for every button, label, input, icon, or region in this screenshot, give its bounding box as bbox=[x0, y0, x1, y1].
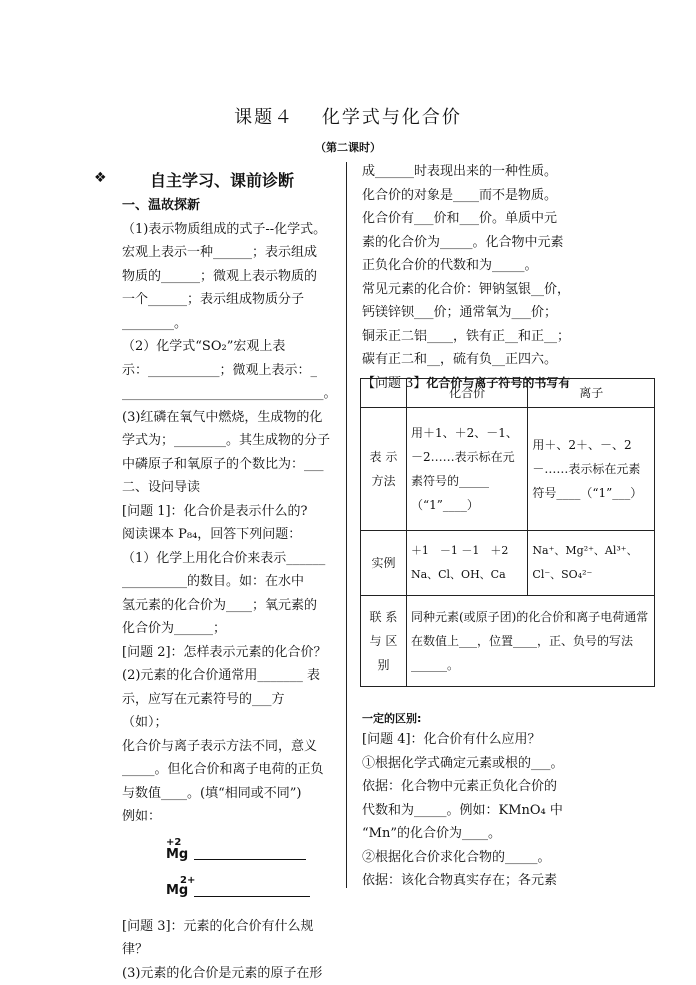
text-line: 中磷原子和氧原子的个数比为：___ bbox=[122, 453, 342, 477]
text-line: 碳有正二和__，硫有负__正四六。 bbox=[362, 348, 582, 372]
table-header-ion: 离子 bbox=[528, 379, 655, 408]
page-title: 课题４ 化学式与化合价 bbox=[0, 103, 696, 129]
text-line: ________。 bbox=[122, 312, 342, 336]
example2-symbol: Mg bbox=[166, 879, 188, 903]
right-lines bbox=[362, 160, 582, 372]
question3-bold-text: 化合价与离子符号的书写有 bbox=[426, 376, 570, 390]
text-line: 化合价的对象是____而不是物质。 bbox=[362, 184, 582, 208]
text-line: _______________________________。 bbox=[122, 382, 342, 406]
text-line: 律？ bbox=[122, 938, 342, 962]
text-line: [问题 4]：化合价有什么应用？ bbox=[362, 728, 592, 752]
text-line: 成______时表现出来的一种性质。 bbox=[362, 160, 582, 184]
example1-answer-line bbox=[194, 859, 306, 860]
row-label-example: 实例 bbox=[361, 531, 407, 596]
cell-ion-method: 用＋、2＋、－、2－……表示标在元素符号____（“1”___） bbox=[528, 408, 655, 531]
text-line: 代数和为_____。例如：KMnO₄ 中 bbox=[362, 799, 592, 823]
text-line: 一、温故探新 bbox=[122, 194, 342, 218]
text-line: 正负化合价的代数和为_____。 bbox=[362, 254, 582, 278]
text-line: “Mn”的化合价为____。 bbox=[362, 822, 592, 846]
valence-ion-table bbox=[360, 378, 655, 687]
text-line: [问题 3]：元素的化合价有什么规 bbox=[122, 915, 342, 939]
text-line: （1）化学上用化合价来表示______ bbox=[122, 547, 342, 571]
right-column bbox=[362, 160, 582, 395]
example1-symbol: Mg bbox=[166, 843, 188, 867]
left-lines bbox=[122, 194, 342, 829]
text-line: (3)红磷在氧气中燃烧，生成物的化 bbox=[122, 406, 342, 430]
cell-valence-method: 用＋1、＋2、－1、－2……表示标在元素符号的_____（“1”____） bbox=[406, 408, 527, 531]
example2-superscript: 2+ bbox=[180, 869, 195, 893]
text-line: _____。但化合价和离子电荷的正负 bbox=[122, 758, 342, 782]
right-after-table bbox=[362, 710, 592, 893]
text-line: 阅读课本 P₈₄，回答下列问题： bbox=[122, 523, 342, 547]
table-header-row bbox=[361, 379, 655, 408]
example-block bbox=[122, 829, 342, 915]
example2-answer-line bbox=[194, 896, 310, 897]
text-line: 化合价与离子表示方法不同，意义 bbox=[122, 735, 342, 759]
table-header-valence: 化合价 bbox=[406, 379, 527, 408]
text-line: 钙镁锌钡___价；通常氧为___价； bbox=[362, 301, 582, 325]
text-line: （1)表示物质组成的式子--化学式。 bbox=[122, 218, 342, 242]
text-line: (3)元素的化合价是元素的原子在形 bbox=[122, 962, 342, 985]
text-line: 化合价有___价和___价。单质中元 bbox=[362, 207, 582, 231]
row-label-relation: 联 系 与 区 别 bbox=[361, 596, 407, 687]
left-column bbox=[122, 194, 342, 985]
text-line: 化合价为______； bbox=[122, 617, 342, 641]
text-line: [问题 2]：怎样表示元素的化合价？ bbox=[122, 641, 342, 665]
text-line: [问题 1]：化合价是表示什么的? bbox=[122, 500, 342, 524]
question3-prefix: 【问题 3】 bbox=[362, 376, 426, 391]
column-divider bbox=[346, 162, 347, 888]
text-line: ②根据化合价求化合物的_____。 bbox=[362, 846, 592, 870]
page-subtitle: （第二课时） bbox=[0, 139, 696, 155]
text-line: 二、设问导读 bbox=[122, 476, 342, 500]
text-line: 依据：该化合物真实存在；各元素 bbox=[362, 869, 592, 893]
text-line: 铜汞正二铝____，铁有正__和正__； bbox=[362, 325, 582, 349]
text-line: （如）； bbox=[122, 711, 342, 735]
text-line: 示：___________；微观上表示：_ bbox=[122, 359, 342, 383]
text-line: 宏观上表示一种______；表示组成 bbox=[122, 241, 342, 265]
text-line: __________的数目。如：在水中 bbox=[122, 570, 342, 594]
text-line: 一个______；表示组成物质分子 bbox=[122, 288, 342, 312]
text-line: 氢元素的化合价为____；氧元素的 bbox=[122, 594, 342, 618]
cell-ion-example: Na⁺、Mg²⁺、Al³⁺、 Cl⁻、SO₄²⁻ bbox=[528, 531, 655, 596]
table-row bbox=[361, 531, 655, 596]
text-line: ①根据化学式确定元素或根的___。 bbox=[362, 752, 592, 776]
text-line: 与数值____。(填“相同或不同”) bbox=[122, 782, 342, 806]
text-line: 依据：化合物中元素正负化合价的 bbox=[362, 775, 592, 799]
right-after-lines bbox=[362, 710, 592, 893]
cell-relation: 同种元素(或原子团)的化合价和离子电荷通常在数值上___，位置____，正、负号的写法______。 bbox=[406, 596, 654, 687]
example1-superscript: +2 bbox=[166, 831, 181, 855]
text-line: 学式为；________。其生成物的分子 bbox=[122, 429, 342, 453]
text-line: 素的化合价为_____。化合物中元素 bbox=[362, 231, 582, 255]
text-line: 示，应写在元素符号的___方 bbox=[122, 688, 342, 712]
text-line: 常见元素的化合价：钾钠氢银__价， bbox=[362, 278, 582, 302]
text-line: （2）化学式“SO₂”宏观上表 bbox=[122, 335, 342, 359]
row-label-method: 表 示 方法 bbox=[361, 408, 407, 531]
left-after-lines bbox=[122, 915, 342, 985]
section-heading: 自主学习、课前诊断 bbox=[150, 168, 294, 191]
text-line: 物质的______；微观上表示物质的 bbox=[122, 265, 342, 289]
diamond-bullet-icon: ❖ bbox=[94, 170, 107, 186]
table-header-empty bbox=[361, 379, 407, 408]
table-row bbox=[361, 596, 655, 687]
text-line: 一定的区别: bbox=[362, 710, 592, 728]
cell-valence-example: ＋1 －1 －1 ＋2 Na、Cl、OH、Ca bbox=[406, 531, 527, 596]
text-line: 例如： bbox=[122, 805, 342, 829]
table-row bbox=[361, 408, 655, 531]
text-line: (2)元素的化合价通常用_______ 表 bbox=[122, 664, 342, 688]
